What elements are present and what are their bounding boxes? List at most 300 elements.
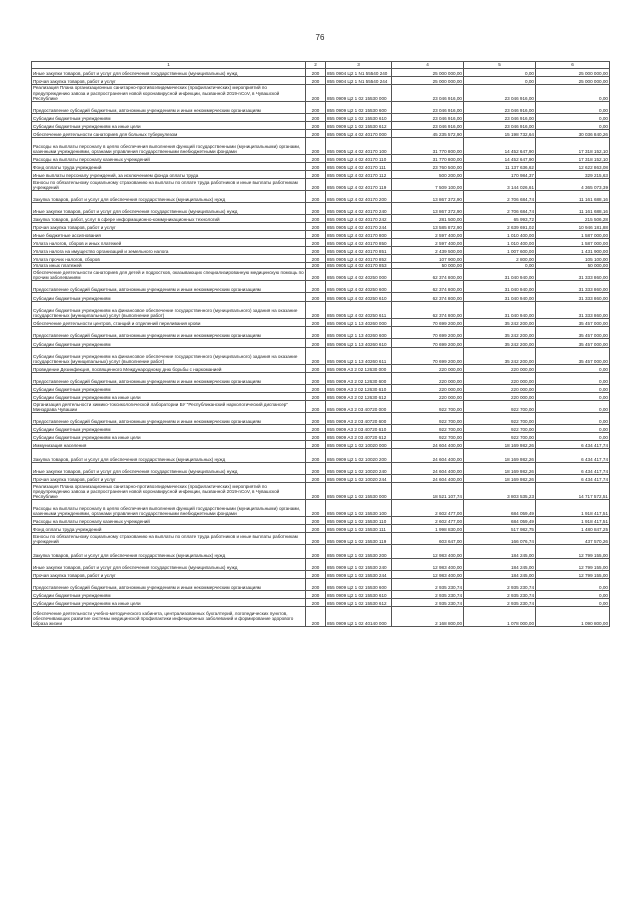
- table-row: [32, 130, 610, 138]
- row-name-cell: Закупка товаров, работ и услуг для обеспечения государственных (муниципальных) нужд: [32, 449, 306, 463]
- table-row: [32, 441, 610, 449]
- row-executed-cell: 220 000,00: [464, 365, 536, 373]
- row-kbk-cell: 855 0909 Ц2 1 02 40140 000: [326, 607, 392, 627]
- row-remaining-cell: 17 318 152,10: [536, 155, 610, 163]
- row-executed-cell: 0,00: [464, 263, 536, 269]
- row-remaining-cell: 1 918 417,51: [536, 517, 610, 525]
- row-executed-cell: 23 046 916,00: [464, 114, 536, 122]
- row-code-cell: 200: [306, 475, 326, 483]
- table-row: [32, 365, 610, 373]
- row-kbk-cell: 855 0905 Ц2 4 02 40250 610: [326, 293, 392, 302]
- row-remaining-cell: 215 506,28: [536, 215, 610, 223]
- row-name-cell: Иные закупки товаров, работ и услуг для обеспечения государственных (муниципальных) нужд: [32, 69, 306, 77]
- row-plan-cell: 220 000,00: [392, 393, 464, 401]
- row-name-cell: Обеспечение деятельности санаториев для детей и подростков, оказывающих специализированную медицинскую помощь по прочим заболеваниям: [33, 269, 304, 280]
- table-row: [32, 607, 610, 627]
- table-row: [32, 579, 610, 591]
- column-header: 1: [32, 62, 306, 69]
- row-plan-cell: 2 935 230,74: [392, 579, 464, 591]
- row-code-cell: 200: [306, 599, 326, 607]
- row-remaining-cell: 25 000 000,00: [536, 69, 610, 77]
- row-code-cell: 200: [306, 293, 326, 302]
- row-code-cell: 200: [306, 393, 326, 401]
- row-name-cell: Прочая закупка товаров, работ и услуг: [32, 475, 306, 483]
- table-row: [32, 463, 610, 475]
- table-row: [32, 203, 610, 215]
- row-name-cell: Прочая закупка товаров, работ и услуг: [32, 571, 306, 579]
- row-name-cell: Проведение Дезинфекция, посвященного Международному дню борьбы с наркоманией: [32, 365, 306, 373]
- table-row: [32, 533, 610, 545]
- row-kbk-cell: 855 0904 Ц2 1 N1 55540 240: [326, 69, 392, 77]
- row-kbk-cell: 855 0904 Ц2 1 N1 55540 244: [326, 77, 392, 85]
- row-code-cell: 200: [306, 463, 326, 475]
- row-name-cell: Предоставление субсидий бюджетным, автономным учреждениям и иным некоммерческим организациям: [32, 327, 306, 339]
- row-code-cell: 200: [306, 483, 326, 500]
- row-code-cell: 200: [306, 348, 326, 365]
- row-code-cell: 200: [306, 130, 326, 138]
- row-plan-cell: 2 597 400,00: [392, 239, 464, 247]
- row-kbk-cell: 855 0905 Ц2 4 02 40250 600: [326, 281, 392, 293]
- row-kbk-cell: 855 0909 А3 2 02 12630 600: [326, 373, 392, 385]
- row-code-cell: 200: [306, 231, 326, 239]
- table-row: [32, 223, 610, 231]
- row-kbk-cell: 855 0906 Ц2 1 13 40260 000: [326, 319, 392, 327]
- row-remaining-cell: 35 457 000,00: [536, 339, 610, 348]
- row-code-cell: 200: [306, 122, 326, 130]
- row-kbk-cell: 855 0905 Ц2 4 02 40170 112: [326, 171, 392, 179]
- row-remaining-cell: 30 036 840,26: [536, 130, 610, 138]
- row-name-cell: Уплата налога на имущество организаций и земельного налога: [32, 247, 306, 255]
- row-code-cell: 200: [306, 302, 326, 319]
- row-remaining-cell: 11 161 688,16: [536, 203, 610, 215]
- row-remaining-cell: 0,00: [536, 122, 610, 130]
- row-remaining-cell: 0,00: [536, 599, 610, 607]
- row-remaining-cell: 0,00: [536, 401, 610, 413]
- row-plan-cell: 70 699 200,00: [392, 348, 464, 365]
- row-kbk-cell: 855 0909 Ц2 1 02 15530 600: [326, 102, 392, 114]
- row-name-cell: Закупка товаров, работ и услуг для обеспечения государственных (муниципальных) нужд: [32, 191, 306, 203]
- row-code-cell: 200: [306, 155, 326, 163]
- row-plan-cell: 50 000,00: [392, 263, 464, 269]
- row-name-cell: Субсидии бюджетным учреждениям на иные цели: [32, 433, 306, 441]
- row-kbk-cell: 855 0905 Ц2 4 02 40170 100: [326, 138, 392, 155]
- row-plan-cell: 922 700,00: [392, 401, 464, 413]
- row-plan-cell: 45 235 572,90: [392, 130, 464, 138]
- row-executed-cell: 922 700,00: [464, 425, 536, 433]
- row-kbk-cell: 855 0909 Ц2 1 02 15530 110: [326, 517, 392, 525]
- row-code-cell: 200: [306, 171, 326, 179]
- table-row: [32, 517, 610, 525]
- row-executed-cell: 1 010 400,00: [464, 231, 536, 239]
- row-code-cell: 200: [306, 114, 326, 122]
- row-kbk-cell: 855 0909 А3 2 03 40720 612: [326, 433, 392, 441]
- row-plan-cell: 12 983 400,00: [392, 571, 464, 579]
- row-code-cell: 200: [306, 559, 326, 571]
- row-remaining-cell: 1 431 900,00: [536, 247, 610, 255]
- row-kbk-cell: 855 0909 Ц2 1 02 10020 240: [326, 463, 392, 475]
- row-plan-cell: 2 168 800,00: [392, 607, 464, 627]
- table-row: [32, 191, 610, 203]
- row-name-cell: Предоставление субсидий бюджетным, автономным учреждениям и иным некоммерческим организациям: [32, 281, 306, 293]
- table-row: [32, 77, 610, 85]
- column-header: 3: [326, 62, 392, 69]
- row-executed-cell: 31 040 940,00: [464, 293, 536, 302]
- row-executed-cell: 3 144 026,61: [464, 179, 536, 191]
- row-name-cell: Иные закупки товаров, работ и услуг для обеспечения государственных (муниципальных) нужд: [32, 203, 306, 215]
- row-kbk-cell: 855 0909 Ц2 1 02 15530 600: [326, 579, 392, 591]
- row-name-cell: Реализация Плана организационных санитарно-противоэпидемических (профилактических) мероприятий по предупреждению завоза и распространения новой коронавирусной инфекции, вызванной 2019-nCoV, в Чувашской Республике: [32, 483, 306, 500]
- row-name-cell: Иммунизация населения: [32, 441, 306, 449]
- row-plan-cell: 62 374 800,00: [392, 281, 464, 293]
- row-kbk-cell: 855 0909 Ц2 1 02 10020 000: [326, 441, 392, 449]
- row-code-cell: 200: [306, 425, 326, 433]
- row-name-cell: Расходы на выплаты персоналу в целях обеспечения выполнения функций государственными (муниципальными) органами, казенными учреждениями, органами управления государственными внебюджетными фондами: [32, 138, 306, 155]
- row-remaining-cell: 0,00: [536, 114, 610, 122]
- row-code-cell: 200: [306, 500, 326, 517]
- table-row: [32, 319, 610, 327]
- table-row: [32, 385, 610, 393]
- row-executed-cell: 18 169 982,26: [464, 449, 536, 463]
- row-executed-cell: 18 169 982,26: [464, 475, 536, 483]
- row-executed-cell: 170 984,37: [464, 171, 536, 179]
- table-row: [32, 179, 610, 191]
- row-plan-cell: 220 000,00: [392, 373, 464, 385]
- row-executed-cell: 2 706 684,74: [464, 203, 536, 215]
- row-name-cell: Субсидии бюджетным учреждениям на финансовое обеспечение государственного (муниципального) задания на оказание государственных (муниципальных) услуг (выполнение работ): [32, 348, 306, 365]
- row-executed-cell: 922 700,00: [464, 401, 536, 413]
- row-kbk-cell: 855 0909 Ц2 1 02 15530 200: [326, 545, 392, 559]
- row-remaining-cell: 0,00: [536, 85, 610, 102]
- row-executed-cell: 184 245,00: [464, 545, 536, 559]
- row-kbk-cell: 855 0909 Ц2 1 02 15530 612: [326, 599, 392, 607]
- row-executed-cell: 184 245,00: [464, 571, 536, 579]
- row-plan-cell: 23 046 916,00: [392, 114, 464, 122]
- row-plan-cell: 24 604 400,00: [392, 463, 464, 475]
- row-kbk-cell: 855 0909 Ц2 1 02 15530 610: [326, 591, 392, 599]
- row-executed-cell: 11 137 636,62: [464, 163, 536, 171]
- table-row: [32, 339, 610, 348]
- row-executed-cell: 18 169 982,26: [464, 463, 536, 475]
- row-remaining-cell: 0,00: [536, 365, 610, 373]
- column-header: 5: [464, 62, 536, 69]
- table-row: [32, 393, 610, 401]
- column-header: 2: [306, 62, 326, 69]
- table-row: [32, 449, 610, 463]
- row-code-cell: 200: [306, 525, 326, 533]
- row-plan-cell: 2 935 230,74: [392, 599, 464, 607]
- row-kbk-cell: 855 0905 Ц2 4 02 40170 850: [326, 239, 392, 247]
- row-code-cell: 200: [306, 365, 326, 373]
- row-kbk-cell: 855 0909 Ц2 1 02 15530 000: [326, 85, 392, 102]
- row-executed-cell: 184 245,00: [464, 559, 536, 571]
- row-plan-cell: 23 046 916,00: [392, 102, 464, 114]
- row-remaining-cell: 35 457 000,00: [536, 319, 610, 327]
- row-remaining-cell: 0,00: [536, 393, 610, 401]
- table-row: [32, 239, 610, 247]
- row-kbk-cell: 855 0909 А3 2 02 12630 612: [326, 393, 392, 401]
- row-code-cell: 200: [306, 339, 326, 348]
- row-plan-cell: 31 770 800,00: [392, 138, 464, 155]
- row-name-cell: Фонд оплаты труда учреждений: [32, 525, 306, 533]
- row-plan-cell: 24 604 400,00: [392, 449, 464, 463]
- row-plan-cell: 7 509 100,00: [392, 179, 464, 191]
- row-plan-cell: 220 000,00: [392, 385, 464, 393]
- row-code-cell: 200: [306, 102, 326, 114]
- row-code-cell: 200: [306, 433, 326, 441]
- row-name-cell: Предоставление субсидий бюджетным, автономным учреждениям и иным некоммерческим организациям: [32, 413, 306, 425]
- table-row: [32, 327, 610, 339]
- row-code-cell: 200: [306, 191, 326, 203]
- row-plan-cell: 2 597 400,00: [392, 231, 464, 239]
- row-remaining-cell: 1 587 000,00: [536, 239, 610, 247]
- row-name-cell: Взносы по обязательному социальному страхованию на выплаты по оплате труда работников и иные выплаты работникам учреждений: [32, 533, 306, 545]
- row-name-cell: Взносы по обязательному социальному страхованию на выплаты по оплате труда работников и иные выплаты работникам учреждений: [32, 179, 306, 191]
- row-plan-cell: 23 760 500,00: [392, 163, 464, 171]
- row-executed-cell: 2 800,00: [464, 255, 536, 263]
- row-kbk-cell: 855 0909 Ц2 1 02 15530 119: [326, 533, 392, 545]
- row-executed-cell: 1 010 400,00: [464, 239, 536, 247]
- row-remaining-cell: 0,00: [536, 373, 610, 385]
- table-row: [32, 545, 610, 559]
- row-plan-cell: 24 604 400,00: [392, 475, 464, 483]
- row-executed-cell: 517 982,75: [464, 525, 536, 533]
- row-remaining-cell: 329 215,63: [536, 171, 610, 179]
- row-plan-cell: 2 602 477,00: [392, 517, 464, 525]
- row-code-cell: 200: [306, 319, 326, 327]
- row-plan-cell: 62 374 800,00: [392, 302, 464, 319]
- row-kbk-cell: 855 0905 Ц2 4 02 40170 000: [326, 130, 392, 138]
- row-name-cell: Субсидии бюджетным учреждениям на иные цели: [32, 393, 306, 401]
- table-row: [32, 247, 610, 255]
- row-plan-cell: 922 700,00: [392, 433, 464, 441]
- row-name-cell: Закупка товаров, работ и услуг для обеспечения государственных (муниципальных) нужд: [32, 545, 306, 559]
- row-executed-cell: 31 040 940,00: [464, 281, 536, 293]
- row-code-cell: 200: [306, 441, 326, 449]
- row-name-cell: Обеспечение деятельности учебно-методического кабинета, централизованных бухгалтерий, логопедических пунктов, обеспечивающих развитие системы медицинской профилактики инфекционных заболеваний и формирование здорового образа жизни: [32, 607, 306, 627]
- row-name-cell: Иные бюджетные ассигнования: [32, 231, 306, 239]
- table-row: [32, 500, 610, 517]
- row-kbk-cell: 855 0906 Ц2 1 13 40260 611: [326, 348, 392, 365]
- row-code-cell: 200: [306, 85, 326, 102]
- row-executed-cell: 2 935 230,74: [464, 591, 536, 599]
- row-plan-cell: 31 770 800,00: [392, 155, 464, 163]
- row-plan-cell: 107 900,00: [392, 255, 464, 263]
- row-code-cell: 200: [306, 223, 326, 231]
- row-kbk-cell: 855 0909 А3 2 03 40720 000: [326, 401, 392, 413]
- row-kbk-cell: 855 0909 Ц2 1 02 10020 200: [326, 449, 392, 463]
- row-remaining-cell: 0,00: [536, 413, 610, 425]
- row-remaining-cell: 17 318 152,10: [536, 138, 610, 155]
- row-code-cell: 200: [306, 163, 326, 171]
- row-kbk-cell: 855 0905 Ц2 4 02 40170 240: [326, 203, 392, 215]
- row-name-cell: Уплата прочих налогов, сборов: [32, 255, 306, 263]
- row-executed-cell: 65 993,72: [464, 215, 536, 223]
- row-remaining-cell: 0,00: [536, 433, 610, 441]
- row-name-cell: Субсидии бюджетным учреждениям: [32, 591, 306, 599]
- row-plan-cell: 23 046 916,00: [392, 85, 464, 102]
- table-row: [32, 102, 610, 114]
- row-name-cell: Фонд оплаты труда учреждений: [32, 163, 306, 171]
- row-executed-cell: 2 706 684,74: [464, 191, 536, 203]
- row-remaining-cell: 35 457 000,00: [536, 348, 610, 365]
- row-code-cell: 200: [306, 571, 326, 579]
- row-remaining-cell: 12 799 155,00: [536, 571, 610, 579]
- row-name-cell: Расходы на выплаты персоналу казенных учреждений: [32, 155, 306, 163]
- row-plan-cell: 70 699 200,00: [392, 327, 464, 339]
- row-plan-cell: 13 867 372,90: [392, 203, 464, 215]
- row-remaining-cell: 1 480 847,25: [536, 525, 610, 533]
- row-plan-cell: 220 000,00: [392, 365, 464, 373]
- row-executed-cell: 2 935 230,74: [464, 599, 536, 607]
- row-plan-cell: 922 700,00: [392, 425, 464, 433]
- row-plan-cell: 500 200,00: [392, 171, 464, 179]
- row-name-cell: Расходы на выплаты персоналу в целях обеспечения выполнения функций государственными (муниципальными) органами, казенными учреждениями, органами управления государственными внебюджетными фондами: [32, 500, 306, 517]
- row-remaining-cell: 25 000 000,00: [536, 77, 610, 85]
- budget-table: [31, 61, 610, 627]
- row-code-cell: 200: [306, 269, 326, 281]
- row-code-cell: 200: [306, 449, 326, 463]
- row-name-cell: Предоставление субсидий бюджетным, автономным учреждениям и иным некоммерческим организациям: [32, 579, 306, 591]
- table-row: [32, 591, 610, 599]
- row-remaining-cell: 1 090 800,00: [536, 607, 610, 627]
- row-name-cell: Субсидии бюджетным учреждениям на иные цели: [32, 599, 306, 607]
- row-executed-cell: 15 198 732,64: [464, 130, 536, 138]
- row-kbk-cell: 855 0905 Ц2 4 02 40170 200: [326, 191, 392, 203]
- table-body: [32, 69, 610, 627]
- row-plan-cell: 70 699 200,00: [392, 339, 464, 348]
- row-kbk-cell: 855 0909 Ц2 1 02 10020 244: [326, 475, 392, 483]
- row-remaining-cell: 35 457 000,00: [536, 327, 610, 339]
- row-executed-cell: 220 000,00: [464, 393, 536, 401]
- row-executed-cell: 35 242 200,00: [464, 319, 536, 327]
- row-name-cell: Расходы на выплаты персоналу казенных учреждений: [32, 517, 306, 525]
- row-plan-cell: 13 867 372,90: [392, 191, 464, 203]
- row-executed-cell: 35 242 200,00: [464, 348, 536, 365]
- row-code-cell: 200: [306, 385, 326, 393]
- row-name-cell: Иные выплаты персоналу учреждений, за исключением фонда оплаты труда: [32, 171, 306, 179]
- row-code-cell: 200: [306, 373, 326, 385]
- row-name-cell: Субсидии бюджетным учреждениям: [32, 385, 306, 393]
- row-code-cell: 200: [306, 607, 326, 627]
- row-code-cell: 200: [306, 281, 326, 293]
- row-plan-cell: 2 602 477,00: [392, 500, 464, 517]
- row-remaining-cell: 0,00: [536, 102, 610, 114]
- row-executed-cell: 0,00: [464, 69, 536, 77]
- row-code-cell: 200: [306, 255, 326, 263]
- row-remaining-cell: 1 587 000,00: [536, 231, 610, 239]
- row-code-cell: 200: [306, 263, 326, 269]
- table-row: [32, 281, 610, 293]
- row-name-cell: Субсидии бюджетным учреждениям: [32, 114, 306, 122]
- row-executed-cell: 922 700,00: [464, 413, 536, 425]
- row-kbk-cell: 855 0909 Ц2 1 02 15530 244: [326, 571, 392, 579]
- row-code-cell: 200: [306, 579, 326, 591]
- row-remaining-cell: 50 000,00: [536, 263, 610, 269]
- row-name-cell: Прочая закупка товаров, работ и услуг: [32, 223, 306, 231]
- row-name-cell: Обеспечение деятельности санаториев для больных туберкулезом: [32, 130, 306, 138]
- row-executed-cell: 1 007 600,00: [464, 247, 536, 255]
- row-name-cell: Уплата иных платежей: [32, 263, 306, 269]
- table-row: [32, 269, 610, 281]
- table-row: [32, 559, 610, 571]
- row-code-cell: 200: [306, 533, 326, 545]
- table-row: [32, 475, 610, 483]
- row-name-cell: Иные закупки товаров, работ и услуг для обеспечения государственных (муниципальных) нужд: [32, 559, 306, 571]
- row-executed-cell: 1 078 000,00: [464, 607, 536, 627]
- row-remaining-cell: 0,00: [536, 385, 610, 393]
- row-code-cell: 200: [306, 239, 326, 247]
- row-plan-cell: 62 374 800,00: [392, 293, 464, 302]
- row-remaining-cell: 14 717 572,51: [536, 483, 610, 500]
- row-plan-cell: 2 439 500,00: [392, 247, 464, 255]
- row-code-cell: 200: [306, 77, 326, 85]
- row-executed-cell: 18 169 982,26: [464, 441, 536, 449]
- row-remaining-cell: 12 799 155,00: [536, 545, 610, 559]
- table-row: [32, 85, 610, 102]
- row-kbk-cell: 855 0905 Ц2 4 02 40250 611: [326, 302, 392, 319]
- table-row: [32, 138, 610, 155]
- row-plan-cell: 18 521 107,74: [392, 483, 464, 500]
- row-kbk-cell: 855 0909 Ц2 1 02 15530 111: [326, 525, 392, 533]
- row-executed-cell: 2 639 691,02: [464, 223, 536, 231]
- table-row: [32, 215, 610, 223]
- row-kbk-cell: 855 0905 Ц2 4 02 40170 242: [326, 215, 392, 223]
- row-kbk-cell: 855 0906 Ц2 1 13 40260 610: [326, 339, 392, 348]
- row-name-cell: Прочая закупка товаров, работ и услуг: [32, 77, 306, 85]
- row-remaining-cell: 1 918 417,51: [536, 500, 610, 517]
- row-remaining-cell: 11 161 688,16: [536, 191, 610, 203]
- row-code-cell: 200: [306, 179, 326, 191]
- row-executed-cell: 0,00: [464, 77, 536, 85]
- row-kbk-cell: 855 0905 Ц2 4 02 40170 851: [326, 247, 392, 255]
- row-executed-cell: 922 700,00: [464, 433, 536, 441]
- row-kbk-cell: 855 0909 А3 2 03 40720 610: [326, 425, 392, 433]
- row-executed-cell: 684 059,49: [464, 500, 536, 517]
- row-kbk-cell: 855 0909 А3 2 02 12630 000: [326, 365, 392, 373]
- row-name-cell: Субсидии бюджетным учреждениям на финансовое обеспечение государственного (муниципального) задания на оказание государственных (муниципальных) услуг (выполнение работ): [32, 302, 306, 319]
- row-name-cell: Субсидии бюджетным учреждениям на иные цели: [32, 122, 306, 130]
- row-executed-cell: 2 935 230,74: [464, 579, 536, 591]
- table-row: [32, 163, 610, 171]
- row-code-cell: 200: [306, 138, 326, 155]
- row-executed-cell: 23 046 916,00: [464, 102, 536, 114]
- row-code-cell: 200: [306, 247, 326, 255]
- row-kbk-cell: 855 0905 Ц2 4 02 40250 000: [326, 269, 392, 281]
- row-remaining-cell: 31 333 860,00: [536, 302, 610, 319]
- row-kbk-cell: 855 0909 Ц2 1 02 15530 610: [326, 114, 392, 122]
- row-kbk-cell: 855 0905 Ц2 4 02 40170 853: [326, 263, 392, 269]
- row-code-cell: 200: [306, 517, 326, 525]
- column-header: 6: [536, 62, 610, 69]
- row-remaining-cell: 31 333 860,00: [536, 269, 610, 281]
- table-row: [32, 413, 610, 425]
- row-kbk-cell: 855 0909 Ц2 1 02 15530 100: [326, 500, 392, 517]
- table-row: [32, 302, 610, 319]
- row-name-cell: Субсидии бюджетным учреждениям: [32, 425, 306, 433]
- row-plan-cell: 603 647,00: [392, 533, 464, 545]
- row-name-cell: Предоставление субсидий бюджетным, автономным учреждениям и иным некоммерческим организациям: [32, 102, 306, 114]
- row-remaining-cell: 6 434 417,74: [536, 441, 610, 449]
- row-executed-cell: 166 076,74: [464, 533, 536, 545]
- row-executed-cell: 3 803 535,23: [464, 483, 536, 500]
- row-remaining-cell: 31 333 860,00: [536, 281, 610, 293]
- table-row: [32, 122, 610, 130]
- row-plan-cell: 13 585 872,90: [392, 223, 464, 231]
- table-row: [32, 69, 610, 77]
- row-name-cell: Субсидии бюджетным учреждениям: [32, 293, 306, 302]
- row-plan-cell: 62 374 800,00: [392, 269, 464, 281]
- table-row: [32, 571, 610, 579]
